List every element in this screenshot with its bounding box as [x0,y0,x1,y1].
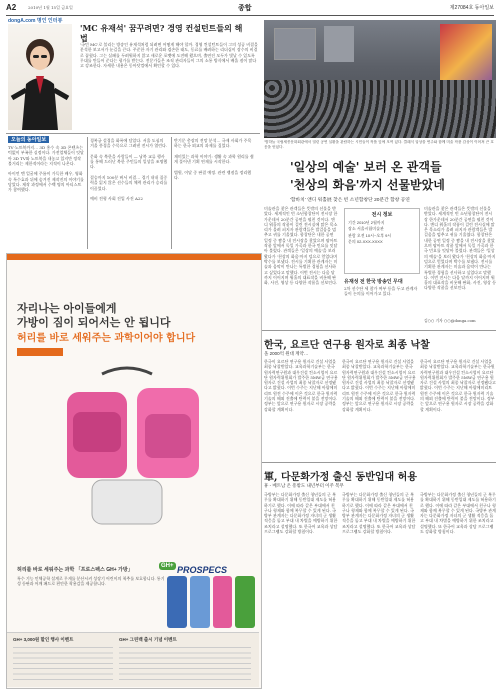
info-item: 장소 서울시립미술관 [348,226,384,232]
ad-subcopy: 허리를 바로 세워주는 과학 「프로스펙스 GH+ 가방」 [17,567,133,573]
info-item: 기간 2010년 2월까지 [348,220,385,225]
ad-backpacks [47,362,217,542]
main-photo [264,20,496,138]
column-headline: 'MC 유재석' 꿈꾸려면? 경영 컨설턴트들의 해법 [80,23,243,43]
main-byline: 김○○ 기자 ○○@donga.com [424,318,476,323]
ad-headline-3: 허리를 바로 세워주는 과학이어야 합니다 [17,333,196,344]
ad-headline-1: 자리나는 아이들에게 [17,302,117,315]
page-number: A2 [6,3,17,12]
product-thumb[interactable] [235,576,255,628]
issue-date: 2010년 1월 15일 금요일 [28,5,73,10]
ad-event-2[interactable]: GH+ 그린백 출시 기념 이벤트 [119,637,177,642]
ad-features: 특수 기능 인체공학 설계로 무게를 분산시켜 성장기 어린이의 척추를 보호합니다. 통기성 등판과 어깨 패드로 편안한 착용감을 제공합니다. [17,576,165,587]
main-subhead: '합바치' 앤디 워홀展 찾은 빈 소년합창단 20분간 합창 공연 [290,198,410,203]
ad-badge: GH+ [161,563,174,569]
defense-body: 국방부는 다문화가정 출신 청년들의 군 복무를 확대하기 위해 동반입대 제도를 허용하기로 했다. 이에 따라 같은 부대에서 친구나 형제와 함께 복무할 수 있게 된다. 국방부 관계자는 다문화가정 자녀의 군 생활 적응을 돕고 부대 내 차별을 예방하기 위한 조치라고 설명했다. 또 한국어 교육과 상담 프로그램도 강화할 방침이다. [264,492,338,535]
ad-accent-bar [7,254,261,260]
product-thumb[interactable] [213,576,233,628]
ad-footer [7,632,259,687]
info-box [344,208,420,274]
product-thumb[interactable] [167,576,187,628]
nuclear-body-col3: 한국이 요르단 연구용 원자로 건설 사업을 최종 낙찰받았다. 교육과학기술부는 한국원자력연구원과 대우건설 컨소시엄이 요르단 원자력위원회가 발주한 5MW급 연구용 원자로 건설 사업의 최종 낙찰자로 선정됐다고 밝혔다. 이번 수주는 지난해 아랍에미리트 원전 수주에 이은 것으로 한국 원자력 기술의 해외 진출에 탄력이 붙을 전망이다. 정부는 앞으로 연구용 원자로 시장 공략을 강화할 계획이다. [420,359,496,412]
page-header [6,0,494,16]
defense-body-col2: 국방부는 다문화가정 출신 청년들의 군 복무를 확대하기 위해 동반입대 제도를 허용하기로 했다. 이에 따라 같은 부대에서 친구나 형제와 함께 복무할 수 있게 된다. 국방부 관계자는 다문화가정 자녀의 군 생활 적응을 돕고 부대 내 차별을 예방하기 위한 조치라고 설명했다. 또 한국어 교육과 상담 프로그램도 강화할 방침이다. [342,492,416,535]
main-body-col1: 미술관을 찾은 관객들은 뜻밖의 선물을 받았다. 세계적인 빈 소년합창단이 전시장 한가운데서 20분간 공연을 펼친 것이다. 앤디 워홀의 작품이 걸린 전시실에 맑은 목소리가 울려 퍼지자 관람객들은 발걸음을 멈추고 귀를 기울였다. 합창단은 내한 공연 일정 중 짬을 내 전시장을 찾았으며 팝아트 작품 앞에서 독일 가곡과 한국 민요를 잇달아 불렀다. 관객들은 '일상의 예술'을 보러 왔다가 '천상의 화음'까지 덤으로 얻었다며 박수를 보냈다. 전시를 기획한 관계자는 미술과 음악이 만나는 특별한 경험을 선사하고 싶었다고 말했다. 이번 전시는 다음 달까지 이어지며 워홀의 대표작을 비롯해 판화, 사진, 영상 등 다양한 작품을 선보인다. [264,206,338,286]
advertisement[interactable] [6,253,262,689]
nuclear-body-col2: 한국이 요르단 연구용 원자로 건설 사업을 최종 낙찰받았다. 교육과학기술부는 한국원자력연구원과 대우건설 컨소시엄이 요르단 원자력위원회가 발주한 5MW급 연구용 원자로 건설 사업의 최종 낙찰자로 선정됐다고 밝혔다. 이번 수주는 지난해 아랍에미리트 원전 수주에 이은 것으로 한국 원자력 기술의 해외 진출에 탄력이 붙을 전망이다. 정부는 앞으로 연구용 원자로 시장 공략을 강화할 계획이다. [342,359,416,412]
defense-headline: 軍, 다문화가정 출신 동반입대 허용 [264,472,417,483]
briefs-col3: 반기문 총장의 전망 분석… 국제 사회가 주목하는 한국 외교의 과제를 짚었다. 재미있는 과학 이야기: 생활 속 과학 원리를 쉽게 풀어낸 기획 연재를 시작한다. 법원, 이달 중 판결 예정. 관련 쟁점을 정리했다. [174,138,254,181]
nuclear-body: 한국이 요르단 연구용 원자로 건설 사업을 최종 낙찰받았다. 교육과학기술부는 한국원자력연구원과 대우건설 컨소시엄이 요르단 원자력위원회가 발주한 5MW급 연구용 원자로 건설 사업의 최종 낙찰자로 선정됐다고 밝혔다. 이번 수주는 지난해 아랍에미리트 원전 수주에 이은 것으로 한국 원자력 기술의 해외 진출에 탄력이 붙을 전망이다. 정부는 앞으로 연구용 원자로 시장 공략을 강화할 계획이다. [264,359,338,412]
portrait-illustration [8,24,72,130]
nuclear-subhead: 올 2000억 원대 계약… [264,351,309,356]
briefs-caption: 오늘의 동아일보 [8,136,49,143]
main-headline-1: '일상의 예술' 보러 온 관객들 [290,160,442,174]
ad-event-1[interactable]: GH+ 3,000원 할인 행사 이벤트 [13,637,74,642]
masthead: 제27084호 동아일보 [449,5,494,11]
ad-logo-small [17,348,63,356]
section-title: 종합 [238,3,252,12]
photo-crowd [264,80,496,138]
defense-body-col3: 국방부는 다문화가정 출신 청년들의 군 복무를 확대하기 위해 동반입대 제도를 허용하기로 했다. 이에 따라 같은 부대에서 친구나 형제와 함께 복무할 수 있게 된다. 국방부 관계자는 다문화가정 자녀의 군 생활 적응을 돕고 부대 내 차별을 예방하기 위한 조치라고 설명했다. 또 한국어 교육과 상담 프로그램도 강화할 방침이다. [420,492,496,535]
column-portrait [8,24,72,130]
defense-subhead: 휴 - 베트남 온 흥밖도 내년부터 이주 복무 [264,483,344,488]
column-body: '국민 MC'로 불리는 방송인 유재석처럼 되려면 어떻게 해야 할까. 경영 컨설턴트들이 그의 성공 비결을 분석한 보고서가 눈길을 끈다. 꾸준한 자기 관리와 겸손한 태도, 동료를 배려하는 리더십이 장수의 비결로 꼽혔다. 그는 실패를 두려워하지 않고 새로운 포맷에 도전해 왔으며, 출연진 모두가 빛날 수 있도록 무대를 만들어 준다는 평가를 받는다. 전문가들은 조직 관리자들이 그의 소통 방식에서 배울 점이 많다고 강조한다. 자세한 내용은 동아닷컴에서 확인할 수 있다. [80,42,258,69]
column-tag[interactable]: dongA.com 명인 인터뷰 [8,18,63,24]
briefs-col1: TV·노트북까지… 3D 홍수 속 3D 콘텐츠는 턱없이 부족한 실정이다. 가전업체들이 잇달아 3D TV와 노트북을 내놓고 있지만 정작 볼거리는 제한적이라는 지적이 나온다. 아이언 맨 얼굴에 주름이 가득한 배우, 영화 속 특수효과 뒤에 숨겨진 제작진의 이야기를 담았다. 제작 과정에서 수백 명의 아티스트가 참여했다. [8,145,84,193]
main-body-col3: 미술관을 찾은 관객들은 뜻밖의 선물을 받았다. 세계적인 빈 소년합창단이 전시장 한가운데서 20분간 공연을 펼친 것이다. 앤디 워홀의 작품이 걸린 전시실에 맑은 목소리가 울려 퍼지자 관람객들은 발걸음을 멈추고 귀를 기울였다. 합창단은 내한 공연 일정 중 짬을 내 전시장을 찾았으며 팝아트 작품 앞에서 독일 가곡과 한국 민요를 잇달아 불렀다. 관객들은 '일상의 예술'을 보러 왔다가 '천상의 화음'까지 덤으로 얻었다며 박수를 보냈다. 전시를 기획한 관계자는 미술과 음악이 만나는 특별한 경험을 선사하고 싶었다고 말했다. 이번 전시는 다음 달까지 이어지며 워홀의 대표작을 비롯해 판화, 사진, 영상 등 다양한 작품을 선보인다. [424,206,496,291]
ad-headline-2: 가방이 짐이 되어서는 안 됩니다 [17,316,171,329]
info-box-title: 전시 정보 [371,212,393,218]
nuclear-headline: 한국, 요르단 연구용 원자로 최종 낙찰 [264,340,430,351]
main-headline-2: '천상의 화음'까지 선물받았네 [290,178,445,192]
briefs-col2: 경복궁 설경을 화폭에 담았다. 서울 도심의 겨울 풍경을 수묵으로 그려낸 전시가 열린다. 문화 속 북한을 사람들이 — 남북 교류 행사를 통해 드러난 북한 주민들의 일상을 조명했다. 결승까지 100분 버서 비결… 경기 내내 집중력을 잃지 않은 선수들의 체력 관리가 승리를 이끌었다. 예비 전형 사회 진입 사진 A22 [90,138,168,202]
info-item: 문의 02-XXX-XXXX [348,238,383,244]
side-heading: 유재성 전 한국 방송인 무대 [344,279,403,285]
ad-brand: PROSPECS [177,565,228,575]
product-thumb[interactable] [190,576,210,628]
ad-product-row [167,576,255,628]
side-text: 2차 선수단 세 참가 여부 등을 두고 관계자들이 논의를 이어가고 있다. [344,286,418,297]
main-photo-caption: '밤하늘 국립세종문화회관에서 열린 공연 실황을 관람하는 시민들이 작품 앞에 모여 있다. 클래식 앙상블 연주와 함께 미술 작품 감상이 이어져 큰 호응을 얻었다. [264,140,494,149]
info-item: 관람 오전 10시~오후 9시 [348,232,392,238]
